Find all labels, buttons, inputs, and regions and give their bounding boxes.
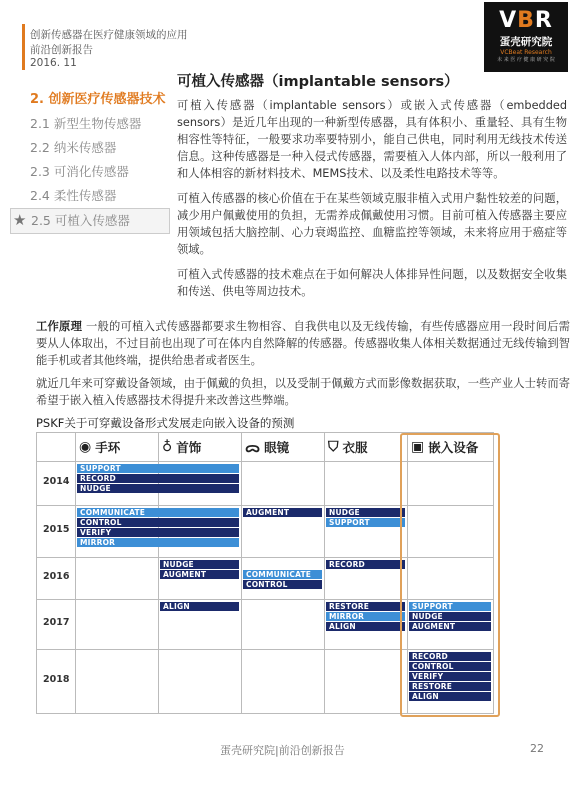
nav-item-flexible: 2.4 柔性传感器 [30, 188, 117, 203]
page-number: 22 [530, 742, 544, 755]
tag-mirror: MIRROR [326, 612, 405, 621]
grid-vline [241, 433, 242, 713]
embedded-icon: ▣ [411, 439, 425, 455]
column-header-3 [328, 433, 368, 461]
nav-section-title: 2. 创新医疗传感器技术 [30, 92, 166, 107]
tag-record: RECORD [409, 652, 491, 661]
body-text [36, 318, 570, 415]
tag-support: SUPPORT [77, 464, 239, 473]
nav-item-digestible: 2.3 可消化传感器 [30, 164, 129, 179]
paragraph-principle: 工作原理 一般的可植入式传感器都要求生物相容、自我供电以及无线传输，有些传感器应用一段时间后需要从人体取出，不过目前也出现了可在体内自然降解的传感器。传感器收集人体相关数据通过无线传输到智能手机或者其他终端，提供给患者或者医生。 [36, 320, 570, 367]
year-label: 2014 [43, 476, 70, 487]
star-icon: ★ [13, 211, 27, 229]
embedded-column-highlight [400, 433, 500, 717]
tag-restore: RESTORE [409, 682, 491, 691]
year-label: 2018 [43, 674, 70, 685]
tag-align: ALIGN [326, 622, 405, 631]
year-label: 2015 [43, 524, 70, 535]
logo-tagline: 未 来 医 疗 健 康 研 究 院 [497, 57, 555, 63]
tag-support: SUPPORT [326, 518, 405, 527]
column-header-2 [245, 433, 289, 461]
column-header-0 [79, 433, 120, 461]
tag-record: RECORD [326, 560, 405, 569]
tag-communicate: COMMUNICATE [77, 508, 239, 517]
tag-restore: RESTORE [326, 602, 405, 611]
tag-control: CONTROL [243, 580, 322, 589]
tag-nudge: NUDGE [326, 508, 405, 517]
tag-align: ALIGN [160, 602, 239, 611]
column-header-label: 眼镜 [264, 440, 290, 455]
tag-control: CONTROL [77, 518, 239, 527]
paragraph-difficulty: 可植入式传感器的技术难点在于如何解决人体排异性问题，以及数据安全收集和传送、供电等周边技术。 [177, 268, 567, 298]
section-heading: 可植入传感器（implantable sensors） [177, 74, 459, 90]
ring-icon: ♁ [162, 439, 173, 455]
column-header-1 [162, 433, 201, 461]
tag-mirror: MIRROR [77, 538, 239, 547]
column-header-label: 首饰 [176, 440, 202, 455]
grid-vline [75, 433, 76, 713]
glasses-icon: ᯅ [245, 439, 261, 456]
tag-support: SUPPORT [409, 602, 491, 611]
tag-nudge: NUDGE [77, 484, 239, 493]
tag-verify: VERIFY [77, 528, 239, 537]
tag-augment: AUGMENT [160, 570, 239, 579]
tag-verify: VERIFY [409, 672, 491, 681]
logo-english: VCBeat Research [500, 49, 552, 56]
paragraph-value: 可植入传感器的核心价值在于在某些领域克服非植入式用户黏性较差的问题，减少用户佩戴使用的负担，无需养成佩戴使用习惯。目前可植入传感器主要应用领域包括大脑控制、心力衰竭监控、血糖监控等领域，未来将应用于癌症等领域。 [177, 192, 567, 256]
tag-control: CONTROL [409, 662, 491, 671]
tag-communicate: COMMUNICATE [243, 570, 322, 579]
shirt-icon: ⛉ [328, 439, 339, 455]
nav-item-nano: 2.2 纳米传感器 [30, 140, 117, 155]
section-nav [13, 88, 170, 234]
tag-augment: AUGMENT [409, 622, 491, 631]
paragraph-definition: 可植入传感器（implantable sensors）或嵌入式传感器（embedded sensors）是近几年出现的一种新型传感器，具有体积小、重量轻、具有生物相容性等特征，一般要求功率要特别小，能自己供电，同时利用无线技术传送信息。这种传感器是一种入侵式传感器，需要植入人体内部，所以一般利用了和人体相容的新材料技术、MEMS技术、以及柔性电路技术等等。 [177, 99, 567, 180]
year-label: 2017 [43, 617, 70, 628]
column-header-label: 嵌入设备 [428, 440, 479, 455]
paragraph-wearables: 就近几年来可穿戴设备领域，由于佩戴的负担，以及受制于佩戴方式而影像数据获取，一些产业人士转而寄希望于嵌入植入传感器技术得提升来改善这些弊端。 [36, 377, 570, 407]
chart-title: PSKF关于可穿戴设备形式发展走向嵌入设备的预测 [36, 416, 295, 430]
main-content [177, 70, 567, 308]
nav-item-bio: 2.1 新型生物传感器 [30, 116, 142, 131]
report-date: 2016. 11 [30, 57, 77, 69]
header-accent-bar [22, 24, 25, 70]
tag-nudge: NUDGE [409, 612, 491, 621]
tag-nudge: NUDGE [160, 560, 239, 569]
tag-align: ALIGN [409, 692, 491, 701]
tag-record: RECORD [77, 474, 239, 483]
column-header-label: 手环 [95, 440, 121, 455]
grid-vline [324, 433, 325, 713]
column-header-label: 衣服 [342, 440, 368, 455]
nav-item-implantable: ★ 2.5 可植入传感器 [10, 208, 170, 234]
footer-text: 蛋壳研究院|前沿创新报告 [220, 744, 345, 757]
tag-augment: AUGMENT [243, 508, 322, 517]
logo-name: 蛋壳研究院 [499, 36, 553, 48]
year-label: 2016 [43, 571, 70, 582]
report-subtitle: 前沿创新报告 [30, 44, 93, 56]
eye-icon: ◉ [79, 439, 92, 455]
vbr-logo: VBR 蛋壳研究院 VCBeat Research 未 来 医 疗 健 康 研 究 院 [484, 2, 568, 72]
report-title: 创新传感器在医疗健康领域的应用 [30, 29, 188, 41]
